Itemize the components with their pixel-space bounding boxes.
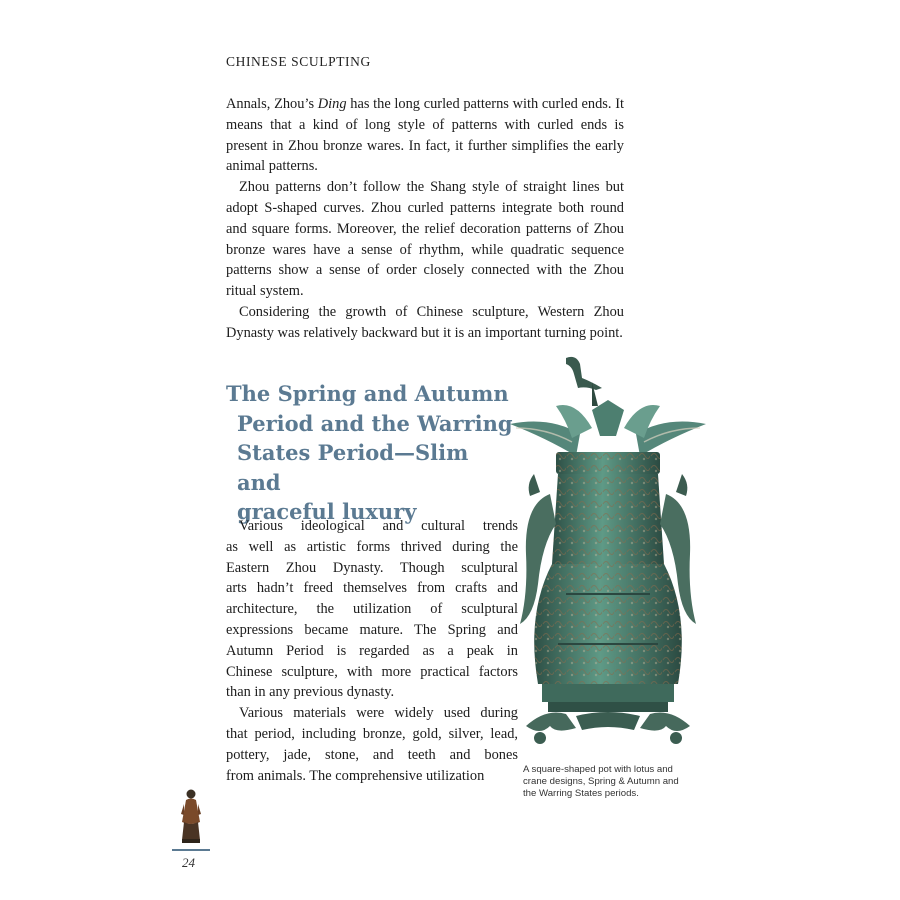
bronze-vase-illustration xyxy=(506,354,710,752)
text-line: as well as artistic forms thrived during the xyxy=(226,538,518,555)
text-line: that period, including bronze, gold, silver, lead, xyxy=(226,725,518,742)
heading-line: The Spring and Autumn xyxy=(226,381,509,406)
running-head: CHINESE SCULPTING xyxy=(226,54,371,69)
text-line: pottery, jade, stone, and teeth and bones xyxy=(226,746,518,763)
text-line: Various ideological and cultural trends xyxy=(239,518,518,534)
heading-line: Period and the Warring xyxy=(237,410,513,436)
text-line: than in any previous dynasty. xyxy=(226,684,395,701)
text-line: expressions became mature. The Spring and xyxy=(226,621,518,638)
paragraph-1 xyxy=(226,94,624,177)
heading-line: graceful luxury xyxy=(237,499,417,524)
text-line: arts hadn’t freed themselves from crafts and xyxy=(226,580,518,597)
page-number: 24 xyxy=(182,855,195,870)
text-line: from animals. The comprehensive utilization xyxy=(226,767,485,784)
paragraph-2: Zhou patterns don’t follow the Shang style of straight lines but adopt S-shaped curves. Zhou curled patterns integrate both round and square forms. Moreover, the relief decoration patterns of Zhou bronze wares have a sense of rhythm, while quadratic sequence patterns show a sense of order closely connected with the Zhou ritual system. xyxy=(226,179,624,300)
section-text xyxy=(226,516,518,786)
body-text xyxy=(226,94,624,344)
section-heading xyxy=(226,379,516,527)
folio-rule xyxy=(172,849,210,851)
text-line: architecture, the utilization of sculptural xyxy=(226,601,518,618)
text-line: Chinese sculpture, with more practical factors xyxy=(226,663,518,680)
paragraph-1-start: Annals, Zhou’s xyxy=(226,96,318,112)
ding-term: Ding xyxy=(317,96,347,112)
text-line: Eastern Zhou Dynasty. Though sculptural xyxy=(226,559,518,576)
paragraph-1-end: has the long curled patterns with curled ends. It means that a kind of long style of patterns with curled ends is present in Zhou bronze wares. In fact, it further simplifies the early animal patterns. xyxy=(226,96,624,175)
figurine-icon xyxy=(178,788,204,844)
heading-line: States Period—Slim and xyxy=(237,440,469,495)
text-line: Various materials were widely used during xyxy=(239,705,518,722)
figure-caption: A square-shaped pot with lotus and crane designs, Spring & Autumn and the Warring States periods. xyxy=(523,764,679,799)
text-line: Autumn Period is regarded as a peak in xyxy=(226,642,518,659)
paragraph-3: Considering the growth of Chinese sculpture, Western Zhou Dynasty was relatively backward but it is an important turning point. xyxy=(226,303,624,341)
